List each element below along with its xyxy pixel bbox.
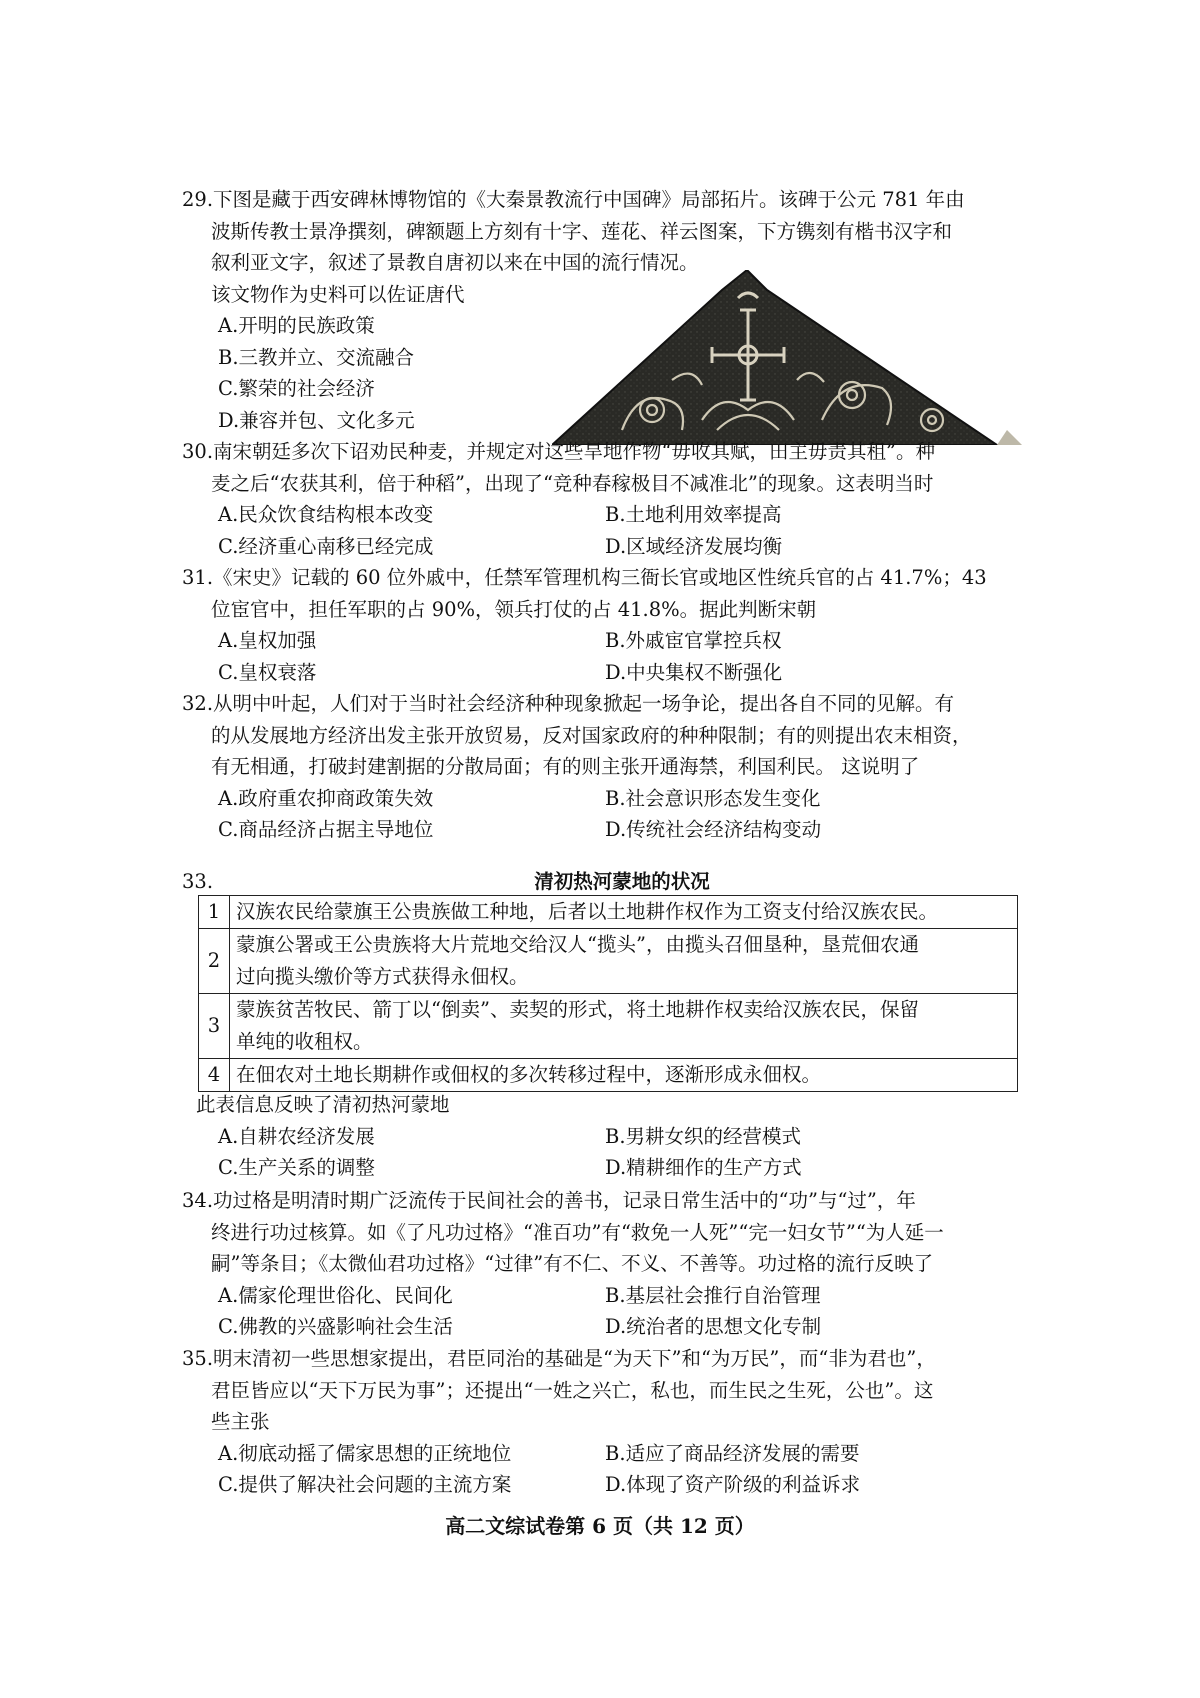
q32-option-a: A.政府重农抑商政策失效: [218, 786, 434, 810]
q31-option-b: B.外戚宦官掌控兵权: [605, 629, 782, 652]
q33-option-b: B.男耕女织的经营模式: [605, 1124, 802, 1148]
q32-option-c: C.商品经济占据主导地位: [218, 818, 434, 841]
q30-option-c: C.经济重心南移已经完成: [218, 534, 434, 558]
table-title: 清初热河蒙地的状况: [534, 870, 710, 893]
q30-stem-line: 30.南宋朝廷多次下诏劝民种麦，并规定对这些旱地作物“毋收其赋，田主毋责其租”。种: [182, 440, 935, 463]
q32-stem-line: 有无相通，打破封建割据的分散局面；有的则主张开通海禁，利国利民。 这说明了: [211, 755, 920, 778]
q31-stem-line: 31.《宋史》记载的 60 位外戚中，任禁军管理机构三衙长官或地区性统兵官的占 41.7%；43: [182, 566, 987, 589]
q29-option-a: A.开明的民族政策: [218, 314, 375, 337]
q29-stem-line: 波斯传教士景净撰刻，碑额题上方刻有十字、莲花、祥云图案，下方镌刻有楷书汉字和: [211, 219, 953, 243]
q34-stem-line: 终进行功过核算。如《了凡功过格》“准百功”有“救免一人死”“完一妇女节”“为人延一: [211, 1220, 944, 1244]
q34-option-b: B.基层社会推行自治管理: [605, 1283, 821, 1307]
row-line: 过向揽头缴价等方式获得永佃权。: [236, 965, 529, 988]
row-line: 单纯的收租权。: [236, 1030, 373, 1053]
row-number: 2: [199, 929, 230, 994]
table-row: [199, 1059, 1018, 1092]
q33-option-a: A.自耕农经济发展: [218, 1124, 375, 1148]
q35-option-d: D.体现了资产阶级的利益诉求: [605, 1473, 861, 1496]
question-33-body: [182, 1089, 1032, 1184]
q31-option-d: D.中央集权不断强化: [605, 660, 783, 684]
q35-option-a: A.彻底动摇了儒家思想的正统地位: [218, 1441, 512, 1465]
q29-stem-line: 29.下图是藏于西安碑林博物馆的《大秦景教流行中国碑》局部拓片。该碑于公元 781 年由: [182, 188, 965, 211]
q32-option-b: B.社会意识形态发生变化: [605, 786, 821, 810]
q29-stem-line: 叙利亚文字，叙述了景教自唐初以来在中国的流行情况。: [211, 251, 699, 274]
q30-option-a: A.民众饮食结构根本改变: [218, 503, 434, 526]
q30-stem-line: 麦之后“农获其利，倍于种稻”，出现了“竞种春稼极目不减准北”的现象。这表明当时: [211, 471, 934, 495]
row-text: [230, 994, 1018, 1059]
q35-option-c: C.提供了解决社会问题的主流方案: [218, 1473, 512, 1496]
q34-option-c: C.佛教的兴盛影响社会生活: [218, 1315, 453, 1338]
q31-stem-line: 位宦官中，担任军职的占 90%，领兵打仗的占 41.8%。据此判断宋朝: [211, 597, 817, 621]
q30-option-d: D.区域经济发展均衡: [605, 534, 783, 558]
row-line: 蒙旗公署或王公贵族将大片荒地交给汉人“揽头”，由揽头召佃垦种，垦荒佃农通: [236, 933, 919, 956]
question-31: [182, 562, 1032, 688]
row-number: 4: [199, 1059, 230, 1092]
q31-option-a: A.皇权加强: [218, 629, 317, 652]
q34-option-a: A.儒家伦理世俗化、民间化: [218, 1283, 453, 1307]
q30-option-b: B.土地利用效率提高: [605, 503, 782, 526]
q34-option-d: D.统治者的思想文化专制: [605, 1315, 822, 1338]
row-text: [230, 929, 1018, 994]
row-number: 3: [199, 994, 230, 1059]
stele-rubbing-image: [552, 270, 1052, 445]
q29-stem-line: 该文物作为史料可以佐证唐代: [211, 282, 465, 306]
land-status-table: [198, 895, 1018, 1092]
q35-stem-line: 些主张: [211, 1410, 270, 1433]
table-row: [199, 896, 1018, 929]
q35-stem-line: 35.明末清初一些思想家提出，君臣同治的基础是“为天下”和“为万民”，而“非为君也”，: [182, 1347, 936, 1370]
q33-option-c: C.生产关系的调整: [218, 1156, 375, 1179]
q29-option-d: D.兼容并包、文化多元: [218, 408, 415, 432]
row-number: 1: [199, 896, 230, 929]
row-line: 蒙族贫苦牧民、箭丁以“倒卖”、卖契的形式，将土地耕作权卖给汉族农民，保留: [236, 998, 919, 1021]
q32-stem-line: 32.从明中叶起，人们对于当时社会经济种种现象掀起一场争论，提出各自不同的见解。有: [182, 692, 955, 715]
q29-option-b: B.三教并立、交流融合: [218, 345, 415, 369]
q29-option-c: C.繁荣的社会经济: [218, 377, 375, 400]
row-line: 汉族农民给蒙旗王公贵族做工种地，后者以土地耕作权作为工资支付给汉族农民。: [236, 900, 939, 923]
page-footer: 高二文综试卷第 6 页（共 12 页）: [445, 1514, 755, 1538]
q32-stem-line: 的从发展地方经济出发主张开放贸易，反对国家政府的种种限制；有的则提出农末相资，: [211, 723, 972, 747]
question-34: [182, 1185, 1032, 1343]
q33-stem: 此表信息反映了清初热河蒙地: [196, 1093, 450, 1116]
question-35: [182, 1343, 1032, 1501]
q35-option-b: B.适应了商品经济发展的需要: [605, 1441, 860, 1465]
question-30: [182, 436, 1032, 562]
q33-option-d: D.精耕细作的生产方式: [605, 1156, 802, 1179]
q34-stem-line: 嗣”等条目；《太微仙君功过格》“过律”有不仁、不义、不善等。功过格的流行反映了: [211, 1252, 934, 1275]
table-row: [199, 994, 1018, 1059]
row-text: [230, 896, 1018, 929]
row-text: [230, 1059, 1018, 1092]
question-32: [182, 688, 1032, 846]
q35-stem-line: 君臣皆应以“天下万民为事”；还提出“一姓之兴亡，私也，而生民之生死，公也”。这: [211, 1378, 934, 1402]
q33-number: 33.: [182, 870, 214, 893]
q33-heading: [182, 868, 1032, 896]
table-row: [199, 929, 1018, 994]
q32-option-d: D.传统社会经济结构变动: [605, 818, 822, 841]
q31-option-c: C.皇权衰落: [218, 660, 317, 684]
q34-stem-line: 34.功过格是明清时期广泛流传于民间社会的善书，记录日常生活中的“功”与“过”，年: [182, 1189, 916, 1212]
row-line: 在佃农对土地长期耕作或佃权的多次转移过程中，逐渐形成永佃权。: [236, 1063, 822, 1086]
